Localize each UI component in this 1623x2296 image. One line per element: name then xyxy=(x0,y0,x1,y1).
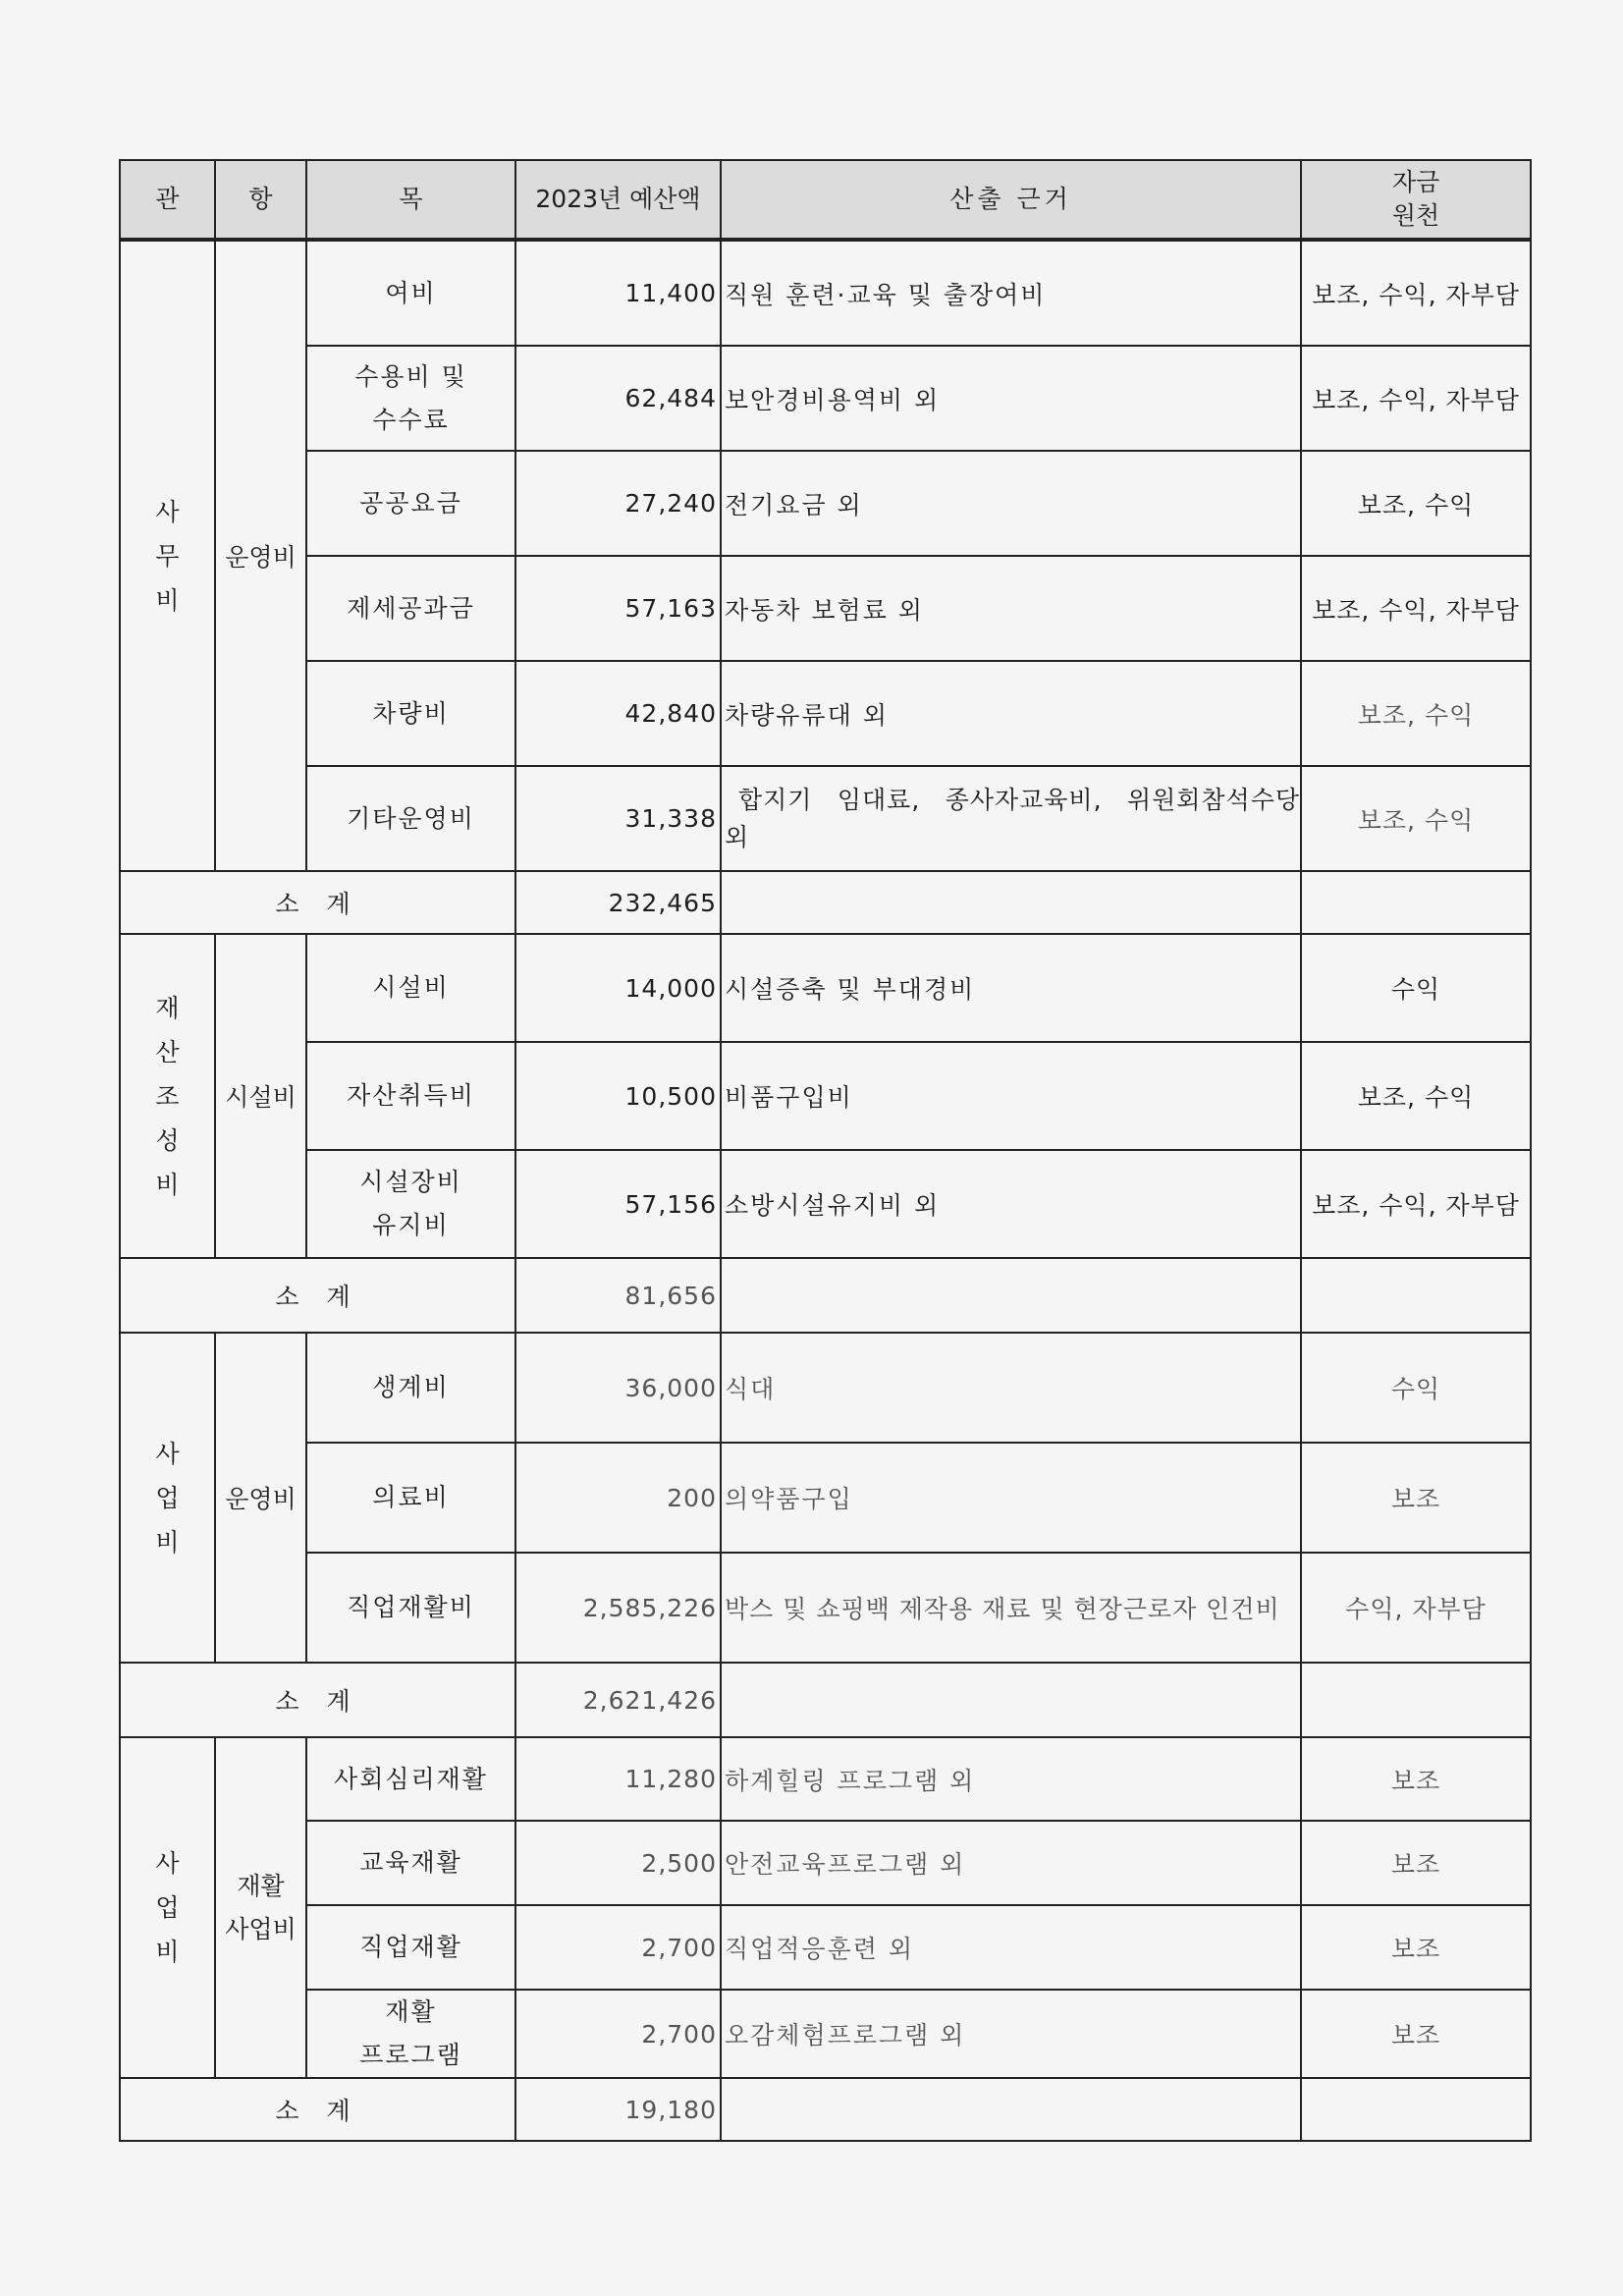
basis-cell: 보안경비용역비 외 xyxy=(721,346,1301,451)
header-row xyxy=(120,160,1531,240)
gwan-char: 성 xyxy=(155,1125,180,1155)
amount-cell: 2,700 xyxy=(515,1905,721,1990)
gwan-char: 비 xyxy=(155,1170,180,1199)
source-cell xyxy=(1301,2078,1531,2141)
header-gwan: 관 xyxy=(120,160,215,240)
amount-cell: 36,000 xyxy=(515,1333,721,1443)
basis-cell: 자동차 보험료 외 xyxy=(721,556,1301,661)
mok-line: 유지비 xyxy=(372,1211,450,1239)
gwan-char: 사 xyxy=(155,1849,180,1878)
subtotal-row xyxy=(120,871,1531,934)
gwan-cell xyxy=(120,1333,215,1663)
table-row xyxy=(120,1042,1531,1150)
source-cell: 보조, 수익, 자부담 xyxy=(1301,1150,1531,1258)
hang-line: 재활 xyxy=(237,1871,285,1900)
gwan-char: 사 xyxy=(155,497,180,526)
subtotal-label: 소 계 xyxy=(120,1663,515,1737)
basis-cell: 의약품구입 xyxy=(721,1443,1301,1553)
source-cell: 수익 xyxy=(1301,934,1531,1042)
table-row xyxy=(120,766,1531,871)
basis-cell: 전기요금 외 xyxy=(721,451,1301,556)
subtotal-label: 소 계 xyxy=(120,871,515,934)
amount-cell: 2,500 xyxy=(515,1821,721,1905)
source-cell xyxy=(1301,871,1531,934)
source-cell: 보조 xyxy=(1301,1905,1531,1990)
amount-cell: 2,585,226 xyxy=(515,1553,721,1663)
source-cell: 보조, 수익 xyxy=(1301,766,1531,871)
basis-cell: 박스 및 쇼핑백 제작용 재료 및 현장근로자 인건비 xyxy=(721,1553,1301,1663)
hang-cell: 운영비 xyxy=(215,240,306,871)
subtotal-amount: 232,465 xyxy=(515,871,721,934)
source-cell xyxy=(1301,1258,1531,1333)
gwan-char: 사 xyxy=(155,1439,180,1468)
gwan-char: 비 xyxy=(155,585,180,615)
table-row xyxy=(120,556,1531,661)
basis-cell xyxy=(721,871,1301,934)
basis-cell: 소방시설유지비 외 xyxy=(721,1150,1301,1258)
table-row xyxy=(120,1905,1531,1990)
mok-cell xyxy=(306,1990,515,2078)
subtotal-row xyxy=(120,1258,1531,1333)
amount-cell: 200 xyxy=(515,1443,721,1553)
mok-cell: 공공요금 xyxy=(306,451,515,556)
gwan-char: 무 xyxy=(155,541,180,571)
mok-line: 재활 xyxy=(385,1997,437,2026)
basis-line: 합지기 임대료, 종사자교육비, 위원회참석수당 xyxy=(738,785,1300,814)
source-cell: 보조, 수익, 자부담 xyxy=(1301,240,1531,346)
amount-cell: 57,156 xyxy=(515,1150,721,1258)
source-cell: 보조 xyxy=(1301,1443,1531,1553)
basis-cell xyxy=(721,766,1301,871)
basis-cell: 하계힐링 프로그램 외 xyxy=(721,1737,1301,1821)
gwan-char: 업 xyxy=(155,1893,180,1922)
amount-cell: 14,000 xyxy=(515,934,721,1042)
source-cell: 보조, 수익 xyxy=(1301,1042,1531,1150)
source-cell: 보조, 수익, 자부담 xyxy=(1301,346,1531,451)
mok-cell: 교육재활 xyxy=(306,1821,515,1905)
budget-table xyxy=(119,159,1532,2142)
basis-cell: 오감체험프로그램 외 xyxy=(721,1990,1301,2078)
source-cell: 보조, 수익 xyxy=(1301,661,1531,766)
mok-cell: 시설비 xyxy=(306,934,515,1042)
table-row xyxy=(120,661,1531,766)
mok-cell xyxy=(306,346,515,451)
gwan-char: 산 xyxy=(155,1037,180,1066)
basis-cell xyxy=(721,1663,1301,1737)
table-row xyxy=(120,240,1531,346)
gwan-char: 조 xyxy=(155,1081,180,1111)
mok-cell: 사회심리재활 xyxy=(306,1737,515,1821)
header-source-line2: 원천 xyxy=(1391,201,1440,230)
basis-cell xyxy=(721,1258,1301,1333)
hang-cell: 운영비 xyxy=(215,1333,306,1663)
source-cell: 수익, 자부담 xyxy=(1301,1553,1531,1663)
amount-cell: 2,700 xyxy=(515,1990,721,2078)
basis-cell: 차량유류대 외 xyxy=(721,661,1301,766)
table-row xyxy=(120,346,1531,451)
mok-cell: 차량비 xyxy=(306,661,515,766)
source-cell xyxy=(1301,1663,1531,1737)
gwan-char: 비 xyxy=(155,1938,180,1966)
mok-line: 수용비 및 xyxy=(354,361,467,391)
table-row xyxy=(120,451,1531,556)
gwan-char: 재 xyxy=(155,993,180,1022)
mok-cell: 직업재활비 xyxy=(306,1553,515,1663)
gwan-cell xyxy=(120,1737,215,2078)
basis-cell: 식대 xyxy=(721,1333,1301,1443)
source-cell: 보조 xyxy=(1301,1737,1531,1821)
amount-cell: 42,840 xyxy=(515,661,721,766)
gwan-char: 비 xyxy=(155,1527,180,1557)
basis-cell: 비품구입비 xyxy=(721,1042,1301,1150)
header-source-line1: 자금 xyxy=(1391,168,1440,197)
hang-cell xyxy=(215,1737,306,2078)
mok-cell: 여비 xyxy=(306,240,515,346)
source-cell: 보조, 수익, 자부담 xyxy=(1301,556,1531,661)
gwan-cell xyxy=(120,240,215,871)
amount-cell: 11,280 xyxy=(515,1737,721,1821)
subtotal-label: 소 계 xyxy=(120,1258,515,1333)
mok-cell xyxy=(306,1150,515,1258)
header-source xyxy=(1301,160,1531,240)
amount-cell: 10,500 xyxy=(515,1042,721,1150)
basis-cell xyxy=(721,2078,1301,2141)
table-row xyxy=(120,1990,1531,2078)
table-row xyxy=(120,1150,1531,1258)
mok-cell: 기타운영비 xyxy=(306,766,515,871)
source-cell: 보조, 수익 xyxy=(1301,451,1531,556)
basis-cell: 시설증축 및 부대경비 xyxy=(721,934,1301,1042)
basis-cell: 직원 훈련·교육 및 출장여비 xyxy=(721,240,1301,346)
mok-cell: 의료비 xyxy=(306,1443,515,1553)
gwan-cell xyxy=(120,934,215,1258)
header-basis: 산출 근거 xyxy=(721,160,1301,240)
mok-cell: 자산취득비 xyxy=(306,1042,515,1150)
header-hang: 항 xyxy=(215,160,306,240)
table-row xyxy=(120,1553,1531,1663)
mok-line: 수수료 xyxy=(372,405,450,434)
amount-cell: 27,240 xyxy=(515,451,721,556)
table-row xyxy=(120,1821,1531,1905)
table-row xyxy=(120,1737,1531,1821)
header-budget: 2023년 예산액 xyxy=(515,160,721,240)
gwan-char: 업 xyxy=(155,1483,180,1512)
amount-cell: 62,484 xyxy=(515,346,721,451)
hang-cell: 시설비 xyxy=(215,934,306,1258)
source-cell: 보조 xyxy=(1301,1990,1531,2078)
mok-cell: 제세공과금 xyxy=(306,556,515,661)
header-mok: 목 xyxy=(306,160,515,240)
hang-line: 사업비 xyxy=(225,1914,297,1943)
subtotal-label: 소 계 xyxy=(120,2078,515,2141)
basis-cell: 안전교육프로그램 외 xyxy=(721,1821,1301,1905)
table-row xyxy=(120,934,1531,1042)
basis-cell: 직업적응훈련 외 xyxy=(721,1905,1301,1990)
mok-line: 시설장비 xyxy=(359,1168,462,1196)
subtotal-amount: 19,180 xyxy=(515,2078,721,2141)
source-cell: 보조 xyxy=(1301,1821,1531,1905)
subtotal-amount: 2,621,426 xyxy=(515,1663,721,1737)
amount-cell: 57,163 xyxy=(515,556,721,661)
table-row xyxy=(120,1443,1531,1553)
subtotal-amount: 81,656 xyxy=(515,1258,721,1333)
table-row xyxy=(120,1333,1531,1443)
amount-cell: 31,338 xyxy=(515,766,721,871)
mok-cell: 직업재활 xyxy=(306,1905,515,1990)
mok-line: 프로그램 xyxy=(359,2041,462,2069)
basis-line: 외 xyxy=(725,822,751,851)
source-cell: 수익 xyxy=(1301,1333,1531,1443)
subtotal-row xyxy=(120,1663,1531,1737)
mok-cell: 생계비 xyxy=(306,1333,515,1443)
amount-cell: 11,400 xyxy=(515,240,721,346)
subtotal-row xyxy=(120,2078,1531,2141)
